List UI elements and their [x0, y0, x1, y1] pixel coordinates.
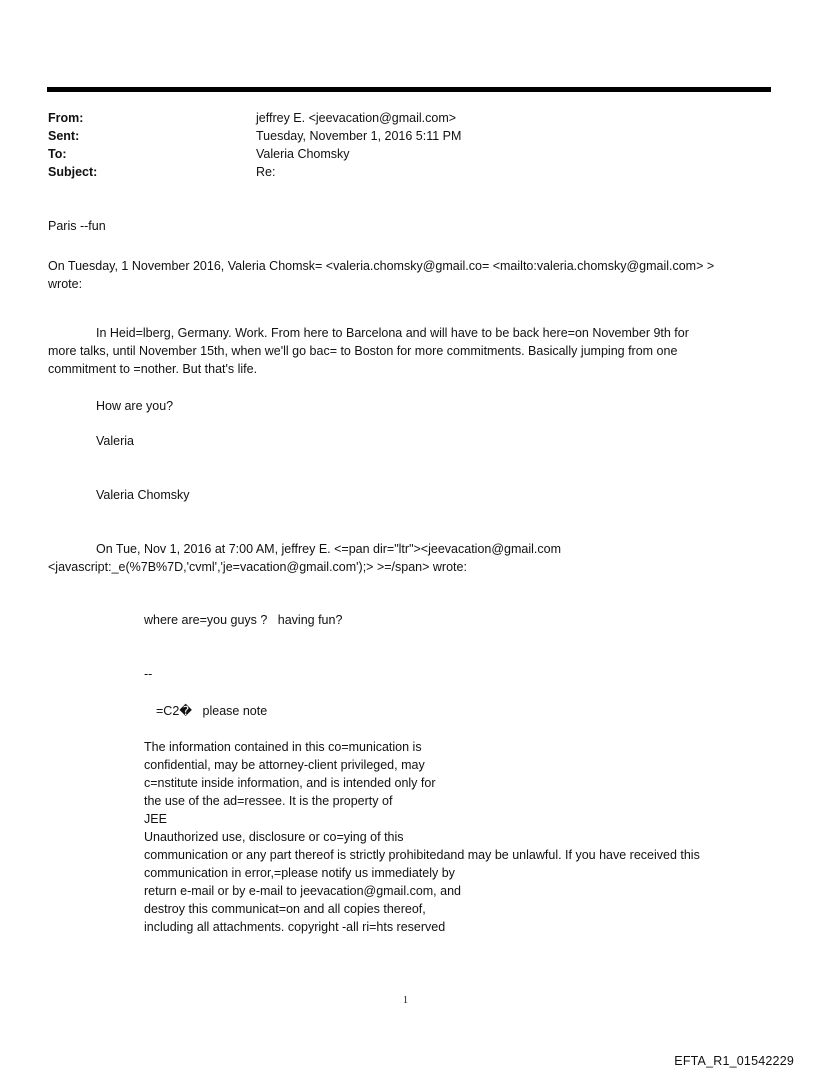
- sent-label: Sent:: [48, 129, 80, 143]
- to-value: Valeria Chomsky: [256, 147, 350, 161]
- nested-message: where are=you guys ? having fun?: [144, 613, 343, 627]
- valeria-signature-full: Valeria Chomsky: [96, 488, 190, 502]
- disclaimer-line: Unauthorized use, disclosure or co=ying of this: [144, 830, 404, 844]
- disclaimer-line: c=nstitute inside information, and is intended only for: [144, 776, 436, 790]
- disclaimer-line: including all attachments. copyright -all ri=hts reserved: [144, 920, 446, 934]
- valeria-paragraph-line-1: In Heid=lberg, Germany. Work. From here to Barcelona and will have to be back here=on November 9th for: [96, 326, 689, 340]
- bates-number: EFTA_R1_01542229: [674, 1054, 794, 1068]
- quote-intro-line-1: On Tuesday, 1 November 2016, Valeria Chomsk= <valeria.chomsky@gmail.co= <mailto:valeria.chomsky@gmail.com> >: [48, 259, 715, 273]
- page-number: 1: [403, 995, 408, 1006]
- quote-intro-line-2: wrote:: [48, 277, 83, 291]
- disclaimer-line: confidential, may be attorney-client privileged, may: [144, 758, 425, 772]
- disclaimer-line: The information contained in this co=munication is: [144, 740, 422, 754]
- disclaimer-line: destroy this communicat=on and all copies thereof,: [144, 902, 426, 916]
- nested-intro-line-1: On Tue, Nov 1, 2016 at 7:00 AM, jeffrey E. <=pan dir="ltr"><jeevacation@gmail.com: [96, 542, 561, 556]
- nested-intro-line-2: <javascript:_e(%7B%7D,'cvml','je=vacation@gmail.com');> >=/span> wrote:: [48, 560, 467, 574]
- subject-label: Subject:: [48, 165, 98, 179]
- valeria-paragraph-line-2: more talks, until November 15th, when we'll go bac= to Boston for more commitments. Basically jumping from one: [48, 344, 678, 358]
- reply-text: Paris --fun: [48, 219, 106, 233]
- disclaimer-line: JEE: [144, 812, 167, 826]
- please-note-line: =C2� please note: [156, 704, 268, 718]
- from-value: jeffrey E. <jeevacation@gmail.com>: [256, 111, 457, 125]
- disclaimer-line: communication or any part thereof is strictly prohibitedand may be unlawful. If you have received this: [144, 848, 700, 862]
- to-label: To:: [48, 147, 67, 161]
- subject-value: Re:: [256, 165, 276, 179]
- signature-separator: --: [144, 667, 153, 681]
- sent-value: Tuesday, November 1, 2016 5:11 PM: [256, 129, 462, 143]
- valeria-paragraph-line-3: commitment to =nother. But that's life.: [48, 362, 258, 376]
- disclaimer-line: the use of the ad=ressee. It is the property of: [144, 794, 393, 808]
- header-rule: [47, 87, 771, 92]
- valeria-how-are-you: How are you?: [96, 399, 174, 413]
- from-label: From:: [48, 111, 84, 125]
- valeria-signature-first: Valeria: [96, 434, 134, 448]
- disclaimer-line: communication in error,=please notify us immediately by: [144, 866, 455, 880]
- disclaimer-line: return e-mail or by e-mail to jeevacation@gmail.com, and: [144, 884, 461, 898]
